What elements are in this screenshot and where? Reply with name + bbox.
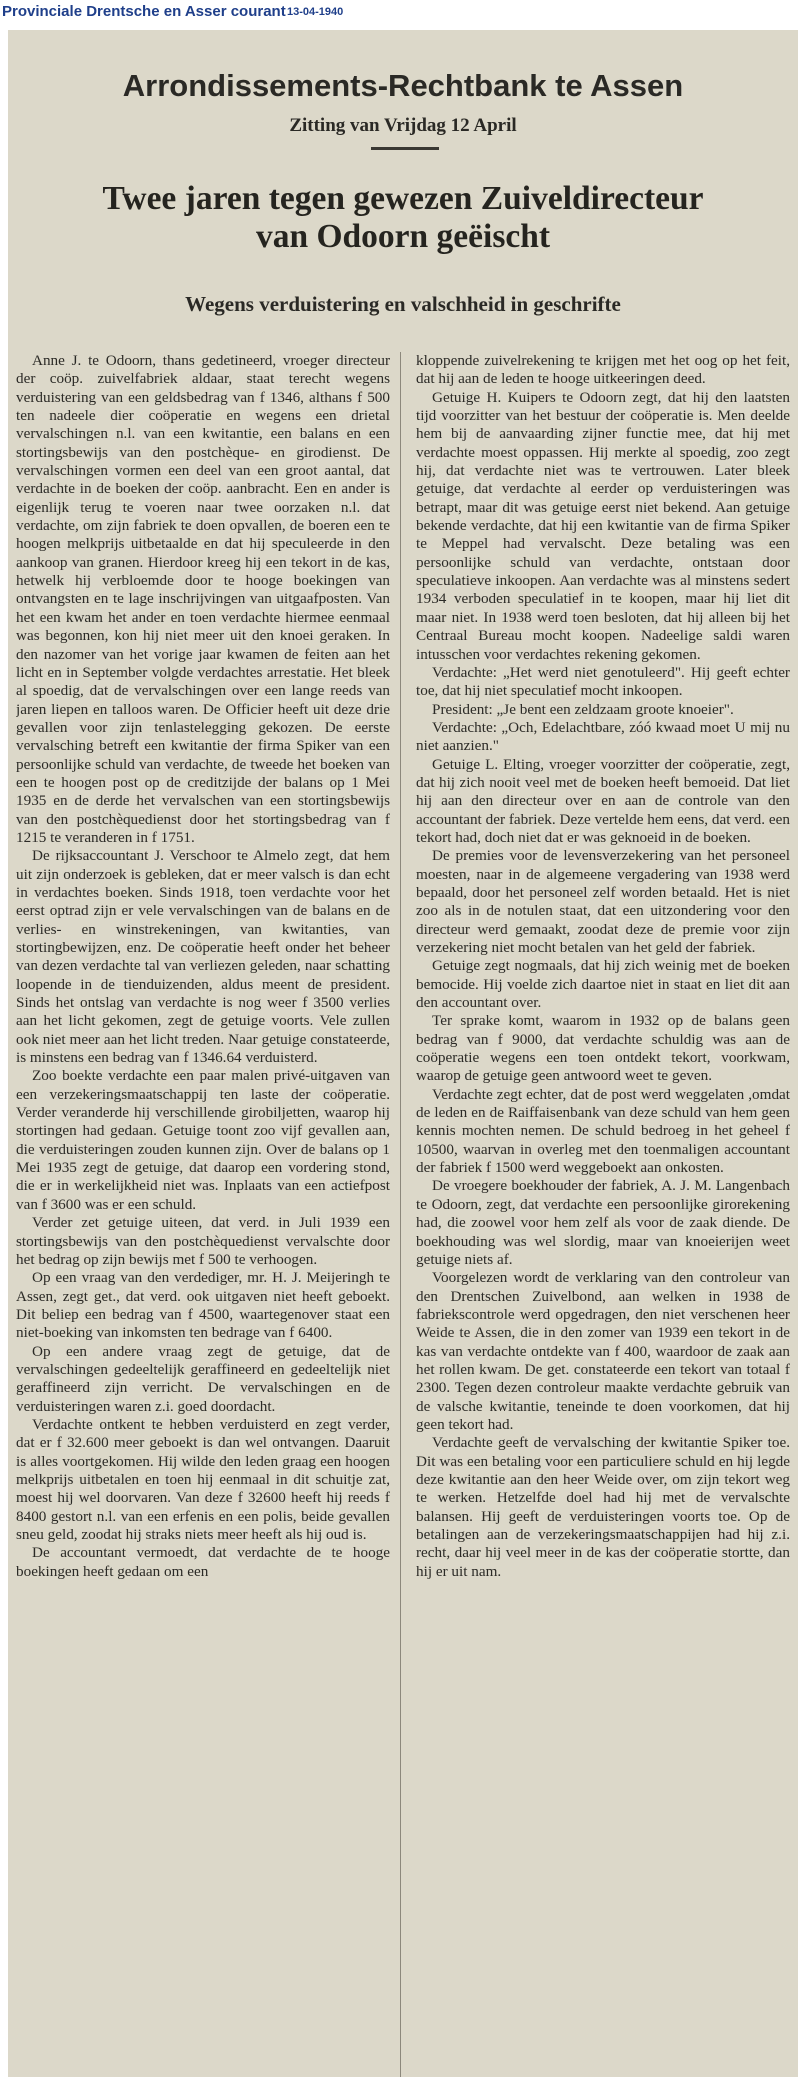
- paragraph: Getuige zegt nogmaals, dat hij zich weinig met de boeken bemocide. Hij voelde zich daartoe niet in staat en liet dit aan den accountant over.: [416, 957, 790, 1012]
- heading-rule: [371, 147, 439, 150]
- paragraph: De rijksaccountant J. Verschoor te Almelo zegt, dat hem uit zijn onderzoek is gebleken, dat er meer valsch is dan echt in verdachtes boeken. Sinds 1918, toen verdachte voor het eerst optrad zijn er vele vervalschingen van de balans en de verlies- en winstrekeningen, van kwitanties, van stortingbewijzen, enz. De coöperatie heeft onder het beheer van dezen verdachte tal van verliezen geleden, naar schatting loopende in de tienduizenden, aldus meent de president. Sinds het ontslag van verdachte is nog weer f 3500 verlies aan het licht gekomen, zegt de getuige voorts. Vele zullen ook niet meer aan het licht treden. Naar getuige constateerde, is minstens een bedrag van f 1346.64 verduisterd.: [16, 847, 390, 1067]
- left-column: [16, 352, 390, 2077]
- article-subheadline: Wegens verduistering en valschheid in geschrifte: [185, 292, 621, 316]
- paragraph: Op een vraag van den verdediger, mr. H. J. Meijeringh te Assen, zegt get., dat verd. ook uitgaven niet heeft geboekt. Dit beliep een bedrag van f 4500, waartegenover staat een niet-boeking van inkomsten ten bedrage van f 6400.: [16, 1269, 390, 1342]
- paragraph: Getuige L. Elting, vroeger voorzitter der coöperatie, zegt, dat hij zich nooit veel met de boeken heeft bemoeid. Dat liet hij aan den directeur over en aan de controle van den accountant der fabriek. Deze vertelde hem eens, dat verd. een tekort had, doch niet dat er was geknoeid in de boeken.: [416, 755, 790, 846]
- paragraph: Verdachte ontkent te hebben verduisterd en zegt verder, dat er f 32.600 meer geboekt is dan wel ontvangen. Daaruit is alles voortgekomen. Hij wilde den leden graag een hoogen melkprijs uitbetalen en toen hij eenmaal in dit schuitje zat, moest hij wel doorvaren. Van deze f 32600 heeft hij reeds f 8400 gestort n.l. van een erfenis en een polis, beide gevallen sneu geld, zoodat hij straks niets meer heeft als hij oud is.: [16, 1415, 390, 1543]
- paragraph: Voorgelezen wordt de verklaring van den controleur van den Drentschen Zuivelbond, aan welken in 1938 de fabriekscontrole werd opgedragen, den niet verschenen heer Weide te Assen, die in den zomer van 1939 een tekort in de kas van verdachte ontdekte van f 400, waardoor de zaak aan het rollen kwam. De get. constateerde een tekort van totaal f 2300. Tegen dezen controleur maakte verdachte gebruik van de valsche kwitantie, teneinde te doen voorkomen, dat hij geen tekort had.: [416, 1269, 790, 1433]
- article-headline: [8, 180, 798, 256]
- paragraph: De accountant vermoedt, dat verdachte de te hooge boekingen heeft gedaan om een: [16, 1544, 390, 1580]
- session-heading: Zitting van Vrijdag 12 April: [289, 115, 517, 136]
- paragraph: Op een andere vraag zegt de getuige, dat de vervalschingen gedeeltelijk geraffineerd en gedeeltelijk niet geraffineerd zijn verricht. De vervalschingen en de verduisteringen waren z.i. goed doordacht.: [16, 1342, 390, 1415]
- paragraph: Anne J. te Odoorn, thans gedetineerd, vroeger directeur der coöp. zuivelfabriek aldaar, staat terecht wegens verduistering van een geldsbedrag van f 1346, althans f 500 ten nadeele dier coöperatie en wegens een drietal vervalschingen n.l. van een kwitantie, een balans en een stortingsbewijs van den postchèque- en girodienst. De vervalschingen vormen een deel van een groot aantal, dat verdachte in de boeken der coöp. aanbracht. Een en ander is eigenlijk terug te voeren naar twee oorzaken n.l. dat verdachte, om zijn fabriek te doen opvallen, de boeren een te hoogen melkprijs uitbetaalde en dat hij speculeerde in den aankoop van granen. Hierdoor kreeg hij een tekort in de kas, hetwelk hij verbloemde door te hooge boekingen van ontvangsten en te lage inschrijvingen van uitgaafposten. Van het een kwam het ander en toen verdachte hiermee eenmaal was begonnen, kon hij niet meer uit den knoei geraken. In den nazomer van het vorige jaar kwamen de feiten aan het licht en in September volgde verdachtes arrestatie. Het bleek al spoedig, dat de vervalschingen over een lange reeds van jaren liepen en talloos waren. De Officier heeft uit deze drie gevallen voor zijn tenlastelegging gekozen. De eerste vervalsching betreft een kwitantie der firma Spiker van een persoonlijke schuld van verdachte, de tweede het boeken van een te hoogen post op de creditzijde der balans op 1 Mei 1935 en de derde het vervalschen van een stortingsbewijs van den postchèquedienst door het stortingsbedrag van f 1215 te veranderen in f 1751.: [16, 352, 390, 846]
- paragraph: De premies voor de levensverzekering van het personeel moesten, naar in de algemeene vergadering van 1938 werd bepaald, door het personeel zelf worden betaald. Het is niet zoo als in de notulen staat, dat een uitzondering voor den directeur werd gemaakt, zoodat deze de premie voor zijn verzekering niet mocht betalen van het geld der fabriek.: [416, 847, 790, 956]
- paragraph: Getuige H. Kuipers te Odoorn zegt, dat hij den laatsten tijd voorzitter van het bestuur der coöperatie is. Men deelde hem bij de aanvaarding zijner functie mee, dat hij met verdachte moest oppassen. Hij merkte al spoedig, zoo zegt hij, dat verdachte niet was te vertrouwen. Later bleek getuige, dat verdachte al eerder op verduisteringen was betrapt, maar dit was getuige eerst niet bekend. Aan getuige bekende verdachte, dat hij een kwitantie van de firma Spiker te Meppel had vervalscht. Deze betaling was een persoonlijke schuld van verdachte, ontstaan door speculatieve inkoopen. Aan verdachte was al minstens sedert 1934 verboden speculatief in te koopen, maar hij liet dit maar niet. In 1938 werd toen besloten, dat hij alleen bij het Centraal Bureau mocht koopen. Nadeelige saldi waren intusschen voor verdachtes rekening gekomen.: [416, 388, 790, 663]
- paragraph: kloppende zuivelrekening te krijgen met het oog op het feit, dat hij aan de leden te hooge uitkeeringen deed.: [416, 352, 790, 388]
- publication-name: Provinciale Drentsche en Asser courant: [2, 3, 286, 20]
- headline-line-1: Twee jaren tegen gewezen Zuiveldirecteur: [102, 180, 704, 217]
- paragraph: Zoo boekte verdachte een paar malen privé-uitgaven van een verzekeringsmaatschappij ten laste der coöperatie. Verder veranderde hij verschillende girobiljetten, waarop hij stortingen had gedaan. Getuige toont zoo vijf gevallen aan, die verduisteringen zouden kunnen zijn. Over de balans op 1 Mei 1935 zegt de getuige, dat daarop een vordering stond, die er in werkelijkheid niet was. Inplaats van een actiefpost van f 3600 was er een schuld.: [16, 1067, 390, 1213]
- headline-line-2: van Odoorn geëischt: [255, 218, 551, 255]
- paragraph: Verder zet getuige uiteen, dat verd. in Juli 1939 een stortingsbewijs van den postchèquedienst vervalschte door het bedrag op zijn bewijs met f 500 te verhoogen.: [16, 1214, 390, 1268]
- newspaper-clipping: [8, 30, 798, 2077]
- paragraph: De vroegere boekhouder der fabriek, A. J. M. Langenbach te Odoorn, zegt, dat verdachte een persoonlijke girorekening had, die zoowel voor hem zelf als voor de zaak diende. De boekhouding was wel slordig, maar van knoeierijen weet getuige niets af.: [416, 1177, 790, 1268]
- publication-date: 13-04-1940: [287, 6, 344, 18]
- paragraph: Verdachte: „Och, Edelachtbare, zóó kwaad moet U mij nu niet aanzien.": [416, 718, 790, 755]
- column-divider: [400, 352, 401, 2077]
- paragraph: Verdachte geeft de vervalsching der kwitantie Spiker toe. Dit was een betaling voor een particuliere schuld en hij legde deze kwitantie aan den heer Weide over, om zijn tekort weg te werken. Hetzelfde doel had hij met de vervalschte balansen. Hij geeft de verduisteringen voorts toe. Op de betalingen aan de verzekeringsmaatschappijen had hij z.i. recht, daar hij veel meer in de kas der coöperatie stortte, dan hij er uit nam.: [416, 1434, 790, 1580]
- court-heading: Arrondissements-Rechtbank te Assen: [122, 68, 684, 103]
- paragraph: Verdachte zegt echter, dat de post werd weggelaten ,omdat de leden en de Raiffaisenbank van deze schuld van hem geen kennis mochten nemen. De schuld bedroeg in het geheel f 10500, waarvan in overleg met den toenmaligen accountant der fabriek f 1500 werd weggeboekt aan onkosten.: [416, 1085, 790, 1177]
- paragraph: President: „Je bent een zeldzaam groote knoeier".: [432, 700, 734, 718]
- right-column: [416, 352, 790, 2077]
- paragraph: Verdachte: „Het werd niet genotuleerd". Hij geeft echter toe, dat hij niet speculatief mocht inkoopen.: [416, 663, 790, 700]
- archive-header: [0, 0, 800, 28]
- paragraph: Ter sprake komt, waarom in 1932 op de balans geen bedrag van f 9000, dat verdachte schuldig was aan de coöperatie wegens een toen ontdekt tekort, voorkwam, waarop de getuige geen antwoord weet te geven.: [416, 1012, 790, 1085]
